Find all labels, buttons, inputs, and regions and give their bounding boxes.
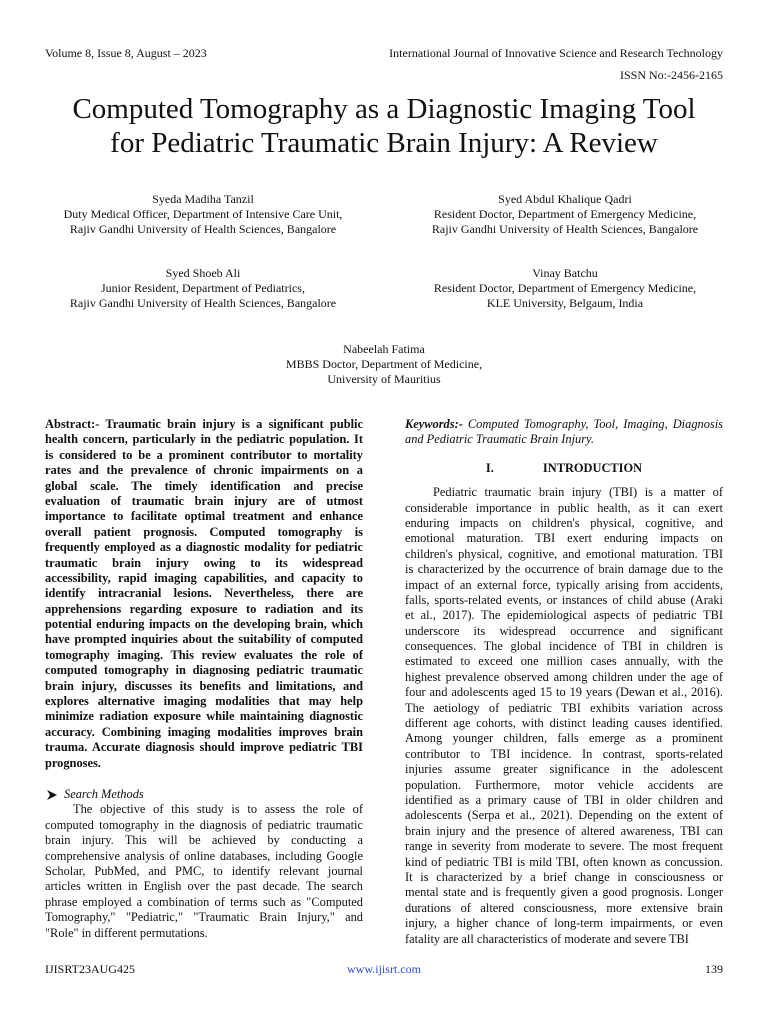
footer-url-wrap xyxy=(0,962,768,976)
author-institution: KLE University, Belgaum, India xyxy=(486,296,644,310)
search-methods-heading-text: Search Methods xyxy=(64,786,144,801)
abstract-line: computed tomography in diagnosing pediatric traumatic xyxy=(45,663,363,678)
section-heading-introduction xyxy=(405,461,723,476)
abstract-line xyxy=(45,417,363,432)
author-institution: Rajiv Gandhi University of Health Sciences, Bangalore xyxy=(69,296,337,310)
author-role: Resident Doctor, Department of Emergency Medicine, xyxy=(433,207,697,221)
introduction-line: range in severity from moderate to severe. The most frequent xyxy=(405,839,723,854)
keywords-label: Keywords:- xyxy=(405,417,463,431)
paragraph xyxy=(45,802,363,941)
introduction-line: adolescents (Serpa et al., 2021). Depending on the extent of xyxy=(405,808,723,823)
abstract-line: traumatic brain injury owing to its widespread xyxy=(45,555,363,570)
search-methods-line: The objective of this study is to assess the role of xyxy=(73,802,363,817)
introduction-line: brain injury and the presence of altered awareness, TBI can xyxy=(405,823,723,838)
author-institution: University of Mauritius xyxy=(327,372,441,386)
author-name: Syed Abdul Khalique Qadri xyxy=(498,192,632,206)
author-role: Junior Resident, Department of Pediatrics, xyxy=(101,281,305,295)
introduction-line: It is characterized by a brief change in consciousness or xyxy=(405,869,723,884)
introduction-line: falls, sports-related events, or instances of child abuse (Araki xyxy=(405,592,723,607)
footer-page-number: 139 xyxy=(705,962,723,976)
abstract-line: frequently employed as a diagnostic modality for pediatric xyxy=(45,540,363,555)
introduction-line: identified as a primary cause of TBI in older children and xyxy=(405,792,723,807)
author-name: Syeda Madiha Tanzil xyxy=(152,192,254,206)
search-methods-heading xyxy=(45,787,363,802)
paper-title-line: for Pediatric Traumatic Brain Injury: A Review xyxy=(110,127,658,159)
author-block xyxy=(395,192,735,237)
introduction-line: contributor to TBI incidence. In contrast, sports-related xyxy=(405,746,723,761)
introduction-line: emotional maturation. TBI exert enduring impacts on xyxy=(405,531,723,546)
section-title: INTRODUCTION xyxy=(542,460,643,475)
search-methods-line: Scholar, PubMed, and PMC, to identify relevant journal xyxy=(45,863,363,878)
author-name: Syed Shoeb Ali xyxy=(165,266,241,280)
search-methods-line: phrase employed a combination of terms such as "Computed xyxy=(45,894,363,909)
author-name: Nabeelah Fatima xyxy=(343,342,425,356)
introduction-line: considerable importance in public health, as it can exert xyxy=(405,500,723,515)
introduction-line: impact of an external force, typically arising from accidents, xyxy=(405,577,723,592)
keywords-text: Computed Tomography, Tool, Imaging, Diagnosis xyxy=(467,417,723,431)
paragraph xyxy=(405,485,723,947)
search-methods-line: comprehensive analysis of online databases, including Google xyxy=(45,848,363,863)
search-methods-line: "Role" in different permutations. xyxy=(45,925,208,940)
introduction-body xyxy=(405,485,723,947)
abstract-line: minimize radiation exposure while maintaining diagnostic xyxy=(45,709,363,724)
introduction-line: highest prevalence observed among children under the age of xyxy=(405,669,723,684)
abstract-label: Abstract:- xyxy=(45,417,100,431)
abstract-line: prognoses. xyxy=(45,755,101,770)
introduction-line: different age cohorts, with distinct leading causes identified. xyxy=(405,716,723,731)
author-block xyxy=(33,192,373,237)
introduction-line: four and adolescents aged 15 to 19 years (Dewan et al., 2016). xyxy=(405,685,723,700)
search-methods-line: articles written in English over the past decade. The search xyxy=(45,879,363,894)
abstract-line: trauma. Accurate diagnosis should improve pediatric TBI xyxy=(45,740,363,755)
introduction-line: mental state and is frequently given a good prognosis. Longer xyxy=(405,885,723,900)
abstract-first-line: Traumatic brain injury is a significant public xyxy=(105,417,363,431)
search-methods-line: computed tomography in the diagnosis of pediatric traumatic xyxy=(45,817,363,832)
footer-url-link[interactable]: www.ijisrt.com xyxy=(347,962,421,976)
abstract-line: rates and the prevalence of chronic impairments on a xyxy=(45,463,363,478)
abstract-line: accessibility, rapid imaging capabilities, and capacity to xyxy=(45,570,363,585)
introduction-line: injury, a higher chance of long-term impairments, or even xyxy=(405,916,723,931)
introduction-line: et al., 2017). The epidemiological aspects of pediatric TBI xyxy=(405,608,723,623)
abstract-line: potential enduring impacts on the developing brain, which xyxy=(45,617,363,632)
introduction-line: enduring impacts on children's physical, cognitive, and xyxy=(405,515,723,530)
abstract-body xyxy=(45,432,363,771)
abstract-line: apprehensions regarding exposure to radiation and its xyxy=(45,601,363,616)
author-block xyxy=(395,266,735,311)
introduction-line: The aetiology of pediatric TBI exhibits variation across xyxy=(405,700,723,715)
paper-title-line: Computed Tomography as a Diagnostic Imaging Tool xyxy=(72,93,696,125)
introduction-line: Pediatric traumatic brain injury (TBI) is a matter of xyxy=(433,485,723,500)
author-name: Vinay Batchu xyxy=(532,266,598,280)
paper-title xyxy=(0,92,768,160)
abstract-line: have prompted inquiries about the suitability of computed xyxy=(45,632,363,647)
introduction-line: underscore its widespread occurrence and significant xyxy=(405,623,723,638)
right-column xyxy=(405,417,723,947)
abstract-line: identify intracranial lesions. Nevertheless, there are xyxy=(45,586,363,601)
author-institution: Rajiv Gandhi University of Health Sciences, Bangalore xyxy=(431,222,699,236)
running-header-issn: ISSN No:-2456-2165 xyxy=(619,68,723,82)
abstract-line: accuracy. Combining imaging modalities improves brain xyxy=(45,724,363,739)
author-role: Resident Doctor, Department of Emergency Medicine, xyxy=(433,281,697,295)
introduction-line: injuries assume greater significance in the adolescent xyxy=(405,762,723,777)
abstract-line: global scale. The timely identification and precise xyxy=(45,478,363,493)
abstract-line: is considered to be a prominent contributor to mortality xyxy=(45,447,363,462)
author-role: MBBS Doctor, Department of Medicine, xyxy=(285,357,483,371)
abstract-line: tomography imaging. This review evaluates the role of xyxy=(45,647,363,662)
search-methods-line: brain injury. This will be achieved by conducting a xyxy=(45,833,363,848)
arrow-bullet-icon xyxy=(47,790,57,800)
introduction-line: fatality are all characteristics of moderate and severe TBI xyxy=(405,931,689,946)
introduction-line: population. Furthermore, motor vehicle accidents are xyxy=(405,777,723,792)
abstract-line: health concern, particularly in the pediatric population. It xyxy=(45,432,363,447)
left-column xyxy=(45,417,363,941)
author-role: Duty Medical Officer, Department of Intensive Care Unit, xyxy=(63,207,343,221)
introduction-line: is characterized by the occurrence of brain damage due to the xyxy=(405,562,723,577)
abstract-line: overall patient prognosis. Computed tomography is xyxy=(45,524,363,539)
author-block xyxy=(214,342,554,387)
introduction-line: estimated to exceed one million cases annually, with the xyxy=(405,654,723,669)
keywords-line: and Pediatric Traumatic Brain Injury. xyxy=(405,432,594,447)
author-block xyxy=(33,266,373,311)
author-institution: Rajiv Gandhi University of Health Sciences, Bangalore xyxy=(69,222,337,236)
abstract-line: explores alternative imaging modalities that may help xyxy=(45,694,363,709)
introduction-line: durations of altered consciousness, more extensive brain xyxy=(405,900,723,915)
running-header-volume: Volume 8, Issue 8, August – 2023 xyxy=(45,46,207,60)
section-number: I. xyxy=(485,460,494,475)
abstract-line: brain injury, discusses its benefits and limitations, and xyxy=(45,678,363,693)
running-header-journal: International Journal of Innovative Science and Research Technology xyxy=(389,46,723,60)
search-methods-line: Tomography," "Pediatric," "Traumatic Brain Injury," and xyxy=(45,910,363,925)
search-methods-body xyxy=(45,802,363,941)
introduction-line: kind of pediatric TBI is mild TBI, often known as concussion. xyxy=(405,854,723,869)
abstract-line: importance to facilitate optimal treatment and enhance xyxy=(45,509,363,524)
introduction-line: consequences. The global incidence of TBI in children is xyxy=(405,639,723,654)
abstract-line: evaluation of traumatic brain injury are of utmost xyxy=(45,493,363,508)
introduction-line: children's physical, cognitive, and emotional maturation. TBI xyxy=(405,546,723,561)
keywords-line xyxy=(405,417,723,432)
introduction-line: Among younger children, falls emerge as a prominent xyxy=(405,731,723,746)
footer-paper-id: IJISRT23AUG425 xyxy=(45,962,135,976)
